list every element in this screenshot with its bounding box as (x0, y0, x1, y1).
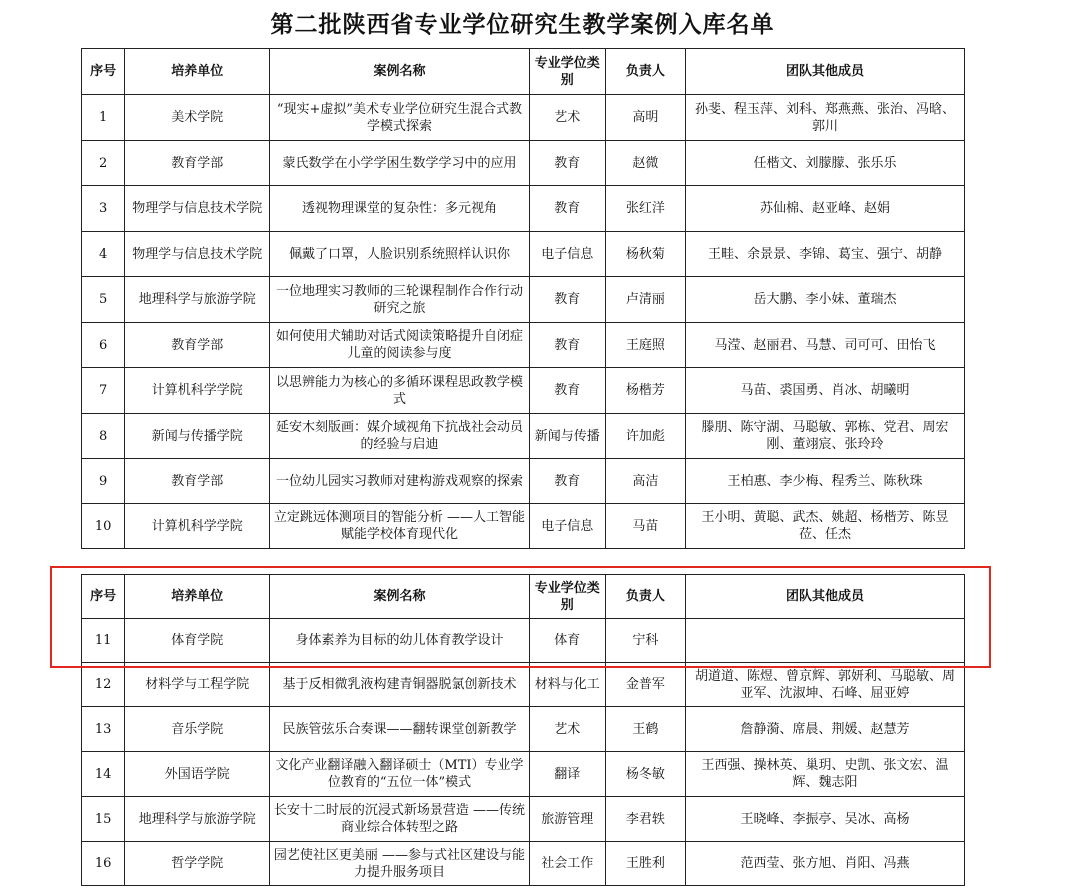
cell-seq: 13 (82, 707, 125, 752)
cell-leader: 李君轶 (605, 797, 685, 842)
table-row (82, 504, 965, 549)
cell-leader: 高明 (605, 95, 685, 141)
cell-members: 苏仙棉、赵亚峰、赵娟 (686, 186, 965, 232)
cell-unit: 体育学院 (125, 619, 270, 663)
cell-case-name: 园艺使社区更美丽 ——参与式社区建设与能力提升服务项目 (270, 842, 529, 886)
header-leader: 负责人 (605, 575, 685, 619)
cell-unit: 物理学与信息技术学院 (125, 186, 270, 232)
cell-leader: 马苗 (605, 504, 685, 549)
cell-case-name: 佩戴了口罩，人脸识别系统照样认识你 (270, 232, 529, 277)
header-members: 团队其他成员 (686, 49, 965, 95)
table-row (82, 459, 965, 504)
cell-unit: 教育学部 (125, 459, 270, 504)
cell-unit: 教育学部 (125, 323, 270, 368)
cell-unit: 材料学与工程学院 (125, 663, 270, 707)
cell-leader: 张红洋 (605, 186, 685, 232)
cell-unit: 哲学学院 (125, 842, 270, 886)
table-row (82, 752, 965, 797)
cell-members: 王小明、黄聪、武杰、姚超、杨楷芳、陈昱莅、任杰 (686, 504, 965, 549)
cell-unit: 外国语学院 (125, 752, 270, 797)
cell-unit: 新闻与传播学院 (125, 414, 270, 459)
table-row (82, 797, 965, 842)
cell-category: 艺术 (529, 707, 605, 752)
cell-members (686, 619, 965, 663)
cell-seq: 6 (82, 323, 125, 368)
cell-leader: 杨楷芳 (605, 368, 685, 414)
table-row (82, 277, 965, 323)
cell-seq: 14 (82, 752, 125, 797)
cell-category: 教育 (529, 323, 605, 368)
cell-category: 材料与化工 (529, 663, 605, 707)
cell-seq: 9 (82, 459, 125, 504)
cell-leader: 王鹤 (605, 707, 685, 752)
cell-case-name: 基于反相微乳液构建青铜器脱氯创新技术 (270, 663, 529, 707)
cell-members: 岳大鹏、李小妹、董瑞杰 (686, 277, 965, 323)
cell-category: 艺术 (529, 95, 605, 141)
cell-unit: 教育学部 (125, 141, 270, 186)
header-unit: 培养单位 (125, 575, 270, 619)
cell-members: 范西莹、张方旭、肖阳、冯燕 (686, 842, 965, 886)
header-case-name: 案例名称 (270, 575, 529, 619)
cell-members: 詹静漪、席晨、荆媛、赵慧芳 (686, 707, 965, 752)
cell-category: 教育 (529, 459, 605, 504)
cell-seq: 7 (82, 368, 125, 414)
cell-members: 胡道道、陈煜、曾京辉、郭妍利、马聪敏、周亚军、沈淑坤、石峰、屈亚婷 (686, 663, 965, 707)
header-leader: 负责人 (605, 49, 685, 95)
cell-leader: 金普军 (605, 663, 685, 707)
table-row (82, 141, 965, 186)
cell-members: 王晓峰、李振亭、吴冰、高杨 (686, 797, 965, 842)
cell-leader: 高洁 (605, 459, 685, 504)
cell-leader: 宁科 (605, 619, 685, 663)
table-row (82, 842, 965, 886)
cell-category: 电子信息 (529, 504, 605, 549)
header-category: 专业学位类别 (529, 49, 605, 95)
cell-leader: 杨冬敏 (605, 752, 685, 797)
cell-leader: 杨秋菊 (605, 232, 685, 277)
table-row (82, 663, 965, 707)
cell-unit: 物理学与信息技术学院 (125, 232, 270, 277)
case-list-table (81, 48, 965, 549)
cell-leader: 卢清丽 (605, 277, 685, 323)
table-row (82, 368, 965, 414)
header-seq: 序号 (82, 49, 125, 95)
cell-leader: 赵微 (605, 141, 685, 186)
table-row (82, 186, 965, 232)
header-unit: 培养单位 (125, 49, 270, 95)
cell-unit: 美术学院 (125, 95, 270, 141)
cell-leader: 王庭照 (605, 323, 685, 368)
cell-seq: 4 (82, 232, 125, 277)
cell-case-name: 如何使用犬辅助对话式阅读策略提升自闭症儿童的阅读参与度 (270, 323, 529, 368)
cell-category: 新闻与传播 (529, 414, 605, 459)
cell-case-name: 蒙氏数学在小学学困生数学学习中的应用 (270, 141, 529, 186)
cell-category: 旅游管理 (529, 797, 605, 842)
cell-category: 社会工作 (529, 842, 605, 886)
header-seq: 序号 (82, 575, 125, 619)
cell-seq: 10 (82, 504, 125, 549)
cell-seq: 16 (82, 842, 125, 886)
cell-unit: 计算机科学学院 (125, 368, 270, 414)
cell-case-name: 延安木刻版画：媒介域视角下抗战社会动员的经验与启迪 (270, 414, 529, 459)
cell-seq: 2 (82, 141, 125, 186)
cell-case-name: 身体素养为目标的幼儿体育教学设计 (270, 619, 529, 663)
cell-case-name: 文化产业翻译融入翻译硕士（MTI）专业学位教育的“五位一体”模式 (270, 752, 529, 797)
table-row (82, 619, 965, 663)
header-members: 团队其他成员 (686, 575, 965, 619)
cell-seq: 12 (82, 663, 125, 707)
cell-seq: 8 (82, 414, 125, 459)
cell-members: 马滢、赵丽君、马慧、司可可、田怡飞 (686, 323, 965, 368)
cell-seq: 15 (82, 797, 125, 842)
cell-category: 体育 (529, 619, 605, 663)
cell-case-name: “现实+虚拟”美术专业学位研究生混合式教学模式探索 (270, 95, 529, 141)
case-list-table-continued (81, 574, 965, 886)
cell-members: 王畦、余景景、李锦、葛宝、强宁、胡静 (686, 232, 965, 277)
cell-case-name: 透视物理课堂的复杂性：多元视角 (270, 186, 529, 232)
cell-unit: 音乐学院 (125, 707, 270, 752)
table-header-row (82, 575, 965, 619)
cell-leader: 许加彪 (605, 414, 685, 459)
cell-category: 教育 (529, 186, 605, 232)
cell-category: 教育 (529, 277, 605, 323)
cell-case-name: 长安十二时辰的沉浸式新场景营造 ——传统商业综合体转型之路 (270, 797, 529, 842)
cell-case-name: 一位幼儿园实习教师对建构游戏观察的探索 (270, 459, 529, 504)
cell-seq: 1 (82, 95, 125, 141)
cell-category: 教育 (529, 141, 605, 186)
cell-seq: 5 (82, 277, 125, 323)
cell-members: 王柏惠、李少梅、程秀兰、陈秋珠 (686, 459, 965, 504)
cell-unit: 地理科学与旅游学院 (125, 797, 270, 842)
cell-unit: 计算机科学学院 (125, 504, 270, 549)
cell-members: 马苗、裘国勇、肖冰、胡曦明 (686, 368, 965, 414)
cell-category: 翻译 (529, 752, 605, 797)
cell-seq: 11 (82, 619, 125, 663)
table-row (82, 414, 965, 459)
cell-leader: 王胜利 (605, 842, 685, 886)
cell-members: 滕朋、陈守湖、马聪敏、郭栋、党君、周宏刚、董翊宸、张玲玲 (686, 414, 965, 459)
page-title: 第二批陕西省专业学位研究生教学案例入库名单 (270, 12, 775, 38)
cell-members: 任楷文、刘朦朦、张乐乐 (686, 141, 965, 186)
cell-unit: 地理科学与旅游学院 (125, 277, 270, 323)
cell-case-name: 民族管弦乐合奏课——翻转课堂创新教学 (270, 707, 529, 752)
cell-case-name: 一位地理实习教师的三轮课程制作合作行动研究之旅 (270, 277, 529, 323)
cell-members: 王西强、操林英、巢玥、史凯、张文宏、温辉、魏志阳 (686, 752, 965, 797)
header-case-name: 案例名称 (270, 49, 529, 95)
table-header-row (82, 49, 965, 95)
cell-category: 教育 (529, 368, 605, 414)
cell-case-name: 立定跳远体测项目的智能分析 ——人工智能赋能学校体育现代化 (270, 504, 529, 549)
table-row (82, 232, 965, 277)
table-row (82, 707, 965, 752)
table-row (82, 95, 965, 141)
cell-members: 孙斐、程玉萍、刘科、郑燕燕、张治、冯晗、郭川 (686, 95, 965, 141)
cell-seq: 3 (82, 186, 125, 232)
table-row (82, 323, 965, 368)
cell-category: 电子信息 (529, 232, 605, 277)
header-category: 专业学位类别 (529, 575, 605, 619)
cell-case-name: 以思辨能力为核心的多循环课程思政教学模式 (270, 368, 529, 414)
